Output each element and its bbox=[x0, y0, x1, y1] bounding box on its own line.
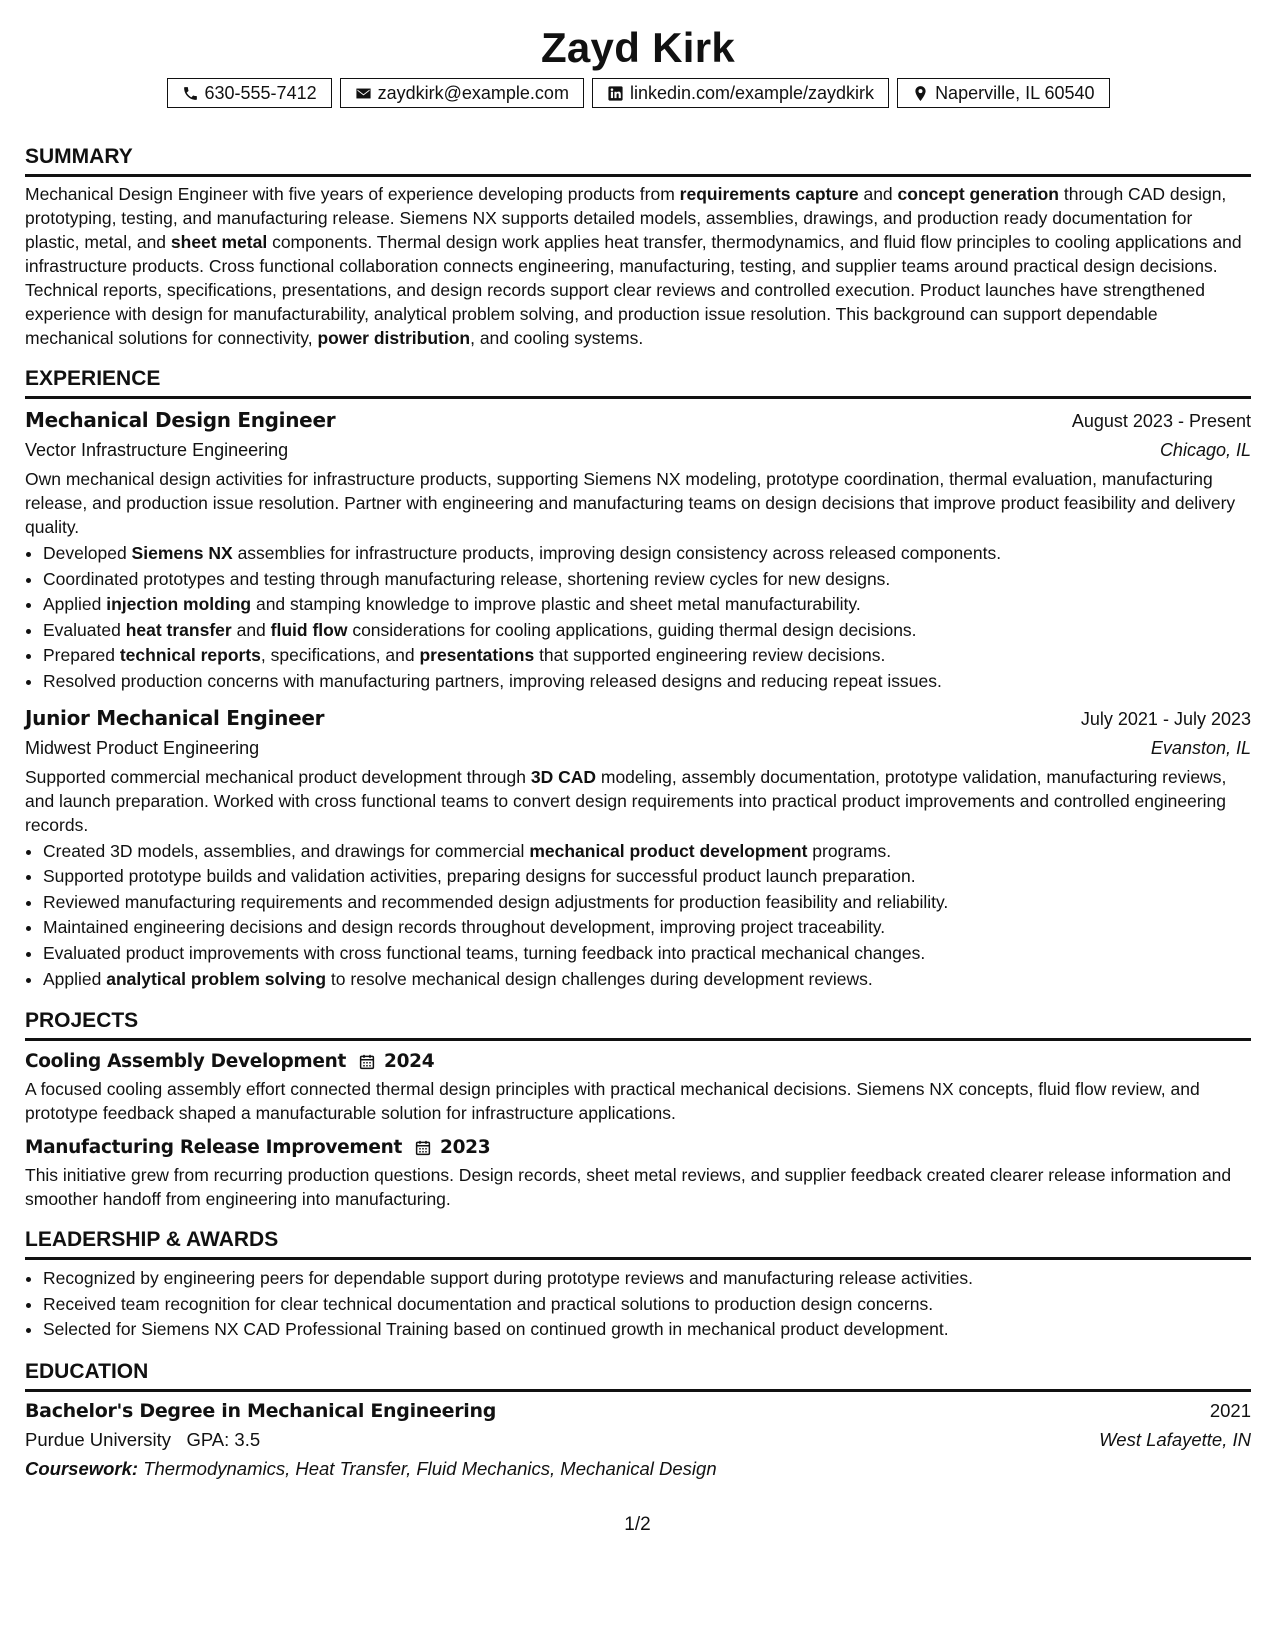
phone-icon bbox=[182, 85, 199, 102]
job-entry bbox=[25, 703, 1251, 993]
job-entry bbox=[25, 405, 1251, 695]
job-company: Midwest Product Engineering bbox=[25, 737, 260, 758]
project-entry bbox=[25, 1135, 1251, 1211]
calendar-icon bbox=[358, 1053, 376, 1071]
project-name: Cooling Assembly Development bbox=[25, 1051, 347, 1073]
summary-text: Mechanical Design Engineer with five years of experience developing products from requirements capture and concept generation through CAD design, prototyping, testing, and manufacturing release. Siemens NX supports detailed models, assemblies, drawings, and production ready documentation for plastic, metal, and sheet metal components. Thermal design work applies heat transfer, thermodynamics, and fluid flow principles to cooling applications and infrastructure products. Cross functional collaboration connects engineering, manufacturing, testing, and supplier teams around practical design decisions. Technical reports, specifications, presentations, and design records support clear reviews and controlled execution. Product launches have strengthened experience with design for manufacturability, analytical problem solving, and production issue resolution. This background can support dependable mechanical solutions for connectivity, power distribution, and cooling systems. bbox=[25, 184, 1242, 348]
list-item: • Evaluated product improvements with cross functional teams, turning feedback into practical mechanical changes. bbox=[43, 941, 1251, 967]
coursework-label: Coursework: bbox=[25, 1457, 139, 1479]
list-item: • Received team recognition for clear technical documentation and practical solutions to production design concerns. bbox=[43, 1292, 1251, 1318]
education-school: Purdue University bbox=[25, 1428, 172, 1450]
job-bullets bbox=[25, 839, 1251, 993]
list-item: • Developed Siemens NX assemblies for infrastructure products, improving design consistency across released components. bbox=[43, 541, 1251, 567]
section-title-projects: PROJECTS bbox=[25, 1008, 1251, 1041]
contact-linkedin-text: linkedin.com/example/zaydkirk bbox=[629, 83, 875, 103]
contact-phone-text: 630-555-7412 bbox=[204, 83, 317, 103]
list-item: • Created 3D models, assemblies, and drawings for commercial mechanical product development programs. bbox=[43, 839, 1251, 865]
education-location: West Lafayette, IN bbox=[1099, 1428, 1251, 1450]
job-location: Evanston, IL bbox=[1150, 737, 1251, 758]
list-item: • Supported prototype builds and validation activities, preparing designs for successful product launch preparation. bbox=[43, 864, 1251, 890]
contact-location-text: Naperville, IL 60540 bbox=[935, 83, 1095, 103]
list-item: • Applied analytical problem solving to resolve mechanical design challenges during development reviews. bbox=[43, 967, 1251, 993]
map-pin-icon bbox=[912, 85, 929, 102]
section-title-summary: SUMMARY bbox=[25, 144, 1251, 177]
education-year: 2021 bbox=[1209, 1399, 1251, 1421]
education-degree: Bachelor's Degree in Mechanical Engineering bbox=[25, 1399, 497, 1422]
education-gpa: GPA: 3.5 bbox=[186, 1428, 261, 1450]
education-coursework bbox=[25, 1454, 1251, 1484]
project-description: A focused cooling assembly effort connected thermal design principles with practical mechanical decisions. Siemens NX concepts, fluid flow review, and prototype feedback shaped a manufacturable solution for infrastructure applications. bbox=[25, 1079, 1200, 1124]
job-title: Junior Mechanical Engineer bbox=[25, 705, 325, 730]
contact-linkedin[interactable] bbox=[592, 78, 889, 108]
list-item: • Reviewed manufacturing requirements and recommended design adjustments for production feasibility and reliability. bbox=[43, 890, 1251, 916]
page-number: 1/2 bbox=[624, 1514, 651, 1535]
project-year: 2024 bbox=[384, 1051, 435, 1073]
job-description: Own mechanical design activities for infrastructure products, supporting Siemens NX modeling, prototype coordination, thermal evaluation, manufacturing release, and production issue resolution. Partner with engineering and manufacturing teams on design decisions that improve product feasibility and delivery quality. bbox=[25, 469, 1236, 537]
list-item: • Selected for Siemens NX CAD Professional Training based on continued growth in mechanical product development. bbox=[43, 1317, 1251, 1343]
job-title: Mechanical Design Engineer bbox=[25, 408, 336, 432]
linkedin-icon bbox=[607, 85, 624, 102]
contact-email[interactable] bbox=[340, 78, 584, 108]
contact-phone bbox=[167, 78, 332, 108]
job-dates: July 2021 - July 2023 bbox=[1080, 708, 1251, 729]
envelope-icon bbox=[355, 85, 372, 102]
job-company: Vector Infrastructure Engineering bbox=[25, 440, 289, 460]
project-description: This initiative grew from recurring production questions. Design records, sheet metal reviews, and supplier feedback created clearer release information and smoother handoff from engineering into manufacturing. bbox=[25, 1165, 1232, 1210]
projects-section bbox=[25, 1008, 1251, 1211]
job-bullets bbox=[25, 541, 1251, 695]
leadership-section bbox=[25, 1227, 1251, 1343]
list-item: • Evaluated heat transfer and fluid flow considerations for cooling applications, guiding thermal design decisions. bbox=[43, 618, 1251, 644]
contact-bar bbox=[25, 78, 1251, 108]
section-title-leadership: LEADERSHIP & AWARDS bbox=[25, 1227, 1251, 1260]
leadership-bullets bbox=[25, 1266, 1251, 1343]
list-item: • Coordinated prototypes and testing through manufacturing release, shortening review cycles for new designs. bbox=[43, 567, 1251, 593]
list-item: • Maintained engineering decisions and design records throughout development, improving project traceability. bbox=[43, 915, 1251, 941]
resume-page bbox=[25, 0, 1251, 1484]
job-description: Supported commercial mechanical product development through 3D CAD modeling, assembly documentation, prototype validation, manufacturing reviews, and launch preparation. Worked with cross functional teams to convert design requirements into practical product improvements and controlled engineering records. bbox=[25, 766, 1227, 835]
candidate-name: Zayd Kirk bbox=[540, 24, 736, 71]
project-name: Manufacturing Release Improvement bbox=[25, 1137, 403, 1159]
section-title-experience: EXPERIENCE bbox=[25, 366, 1251, 399]
job-location: Chicago, IL bbox=[1159, 440, 1251, 460]
experience-section bbox=[25, 366, 1251, 992]
project-year: 2023 bbox=[440, 1137, 491, 1159]
contact-location bbox=[897, 78, 1109, 108]
section-title-education: EDUCATION bbox=[25, 1359, 1251, 1392]
list-item: • Applied injection molding and stamping knowledge to improve plastic and sheet metal manufacturability. bbox=[43, 592, 1251, 618]
coursework-list: Thermodynamics, Heat Transfer, Fluid Mechanics, Mechanical Design bbox=[143, 1457, 717, 1479]
project-entry bbox=[25, 1049, 1251, 1125]
education-section bbox=[25, 1359, 1251, 1484]
list-item: • Resolved production concerns with manufacturing partners, improving released designs and reducing repeat issues. bbox=[43, 669, 1251, 695]
summary-section bbox=[25, 144, 1251, 350]
calendar-icon bbox=[414, 1139, 432, 1157]
list-item: • Prepared technical reports, specifications, and presentations that supported engineering review decisions. bbox=[43, 643, 1251, 669]
job-dates: August 2023 - Present bbox=[1071, 411, 1251, 431]
contact-email-text: zaydkirk@example.com bbox=[377, 83, 569, 103]
list-item: • Recognized by engineering peers for dependable support during prototype reviews and manufacturing release activities. bbox=[43, 1266, 1251, 1292]
